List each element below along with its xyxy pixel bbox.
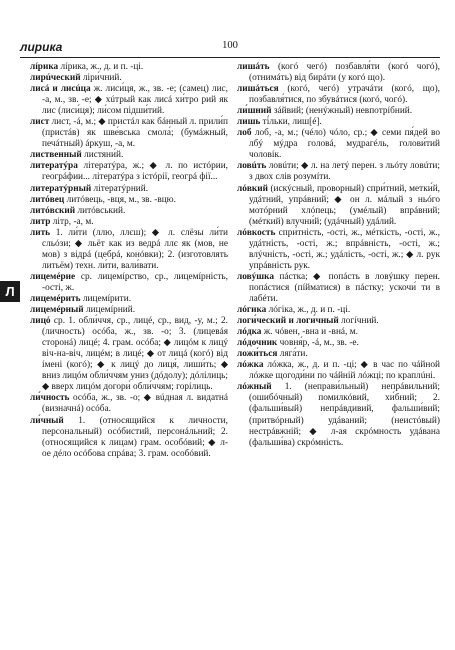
dictionary-entry xyxy=(30,206,228,217)
dictionary-entry xyxy=(30,272,228,294)
entry-translation: спри́тність, -ості, ж., мéткість, -ості, ж., удáтність, -ості, ж.; впрáвність, -ості, ж.; влýчність, -ості, ж.; удáлість, -ості, ж.; ◆ л. рук упрáвність рук. xyxy=(249,227,440,271)
entry-translation: лицемíрний. xyxy=(83,305,136,316)
entry-translation: ловúти; ◆ л. на летý перен. з льóту ловúти; з двох слів розумíти. xyxy=(249,161,440,183)
entry-headword: литератýра xyxy=(30,161,78,172)
entry-headword: литóвский xyxy=(30,205,76,216)
entry-headword: лóжка xyxy=(237,360,264,371)
entry-headword: лóдочник xyxy=(237,338,278,349)
entry-headword: лóвкий xyxy=(237,183,268,194)
entry-headword: ли́чный xyxy=(30,415,64,426)
entry-translation: ліри́чний. xyxy=(80,73,122,84)
entry-translation: (искýсный, проворный) спри́тний, метки́й, удáтний, упрáвний; ◆ он л. мáлый з ньóго мотóрний хлóпець; (умéлый) впрáвний; (мéткий) влучни́й; (удáчный) удáлий. xyxy=(249,183,440,227)
dictionary-entry xyxy=(30,305,228,316)
dictionary-entry xyxy=(237,327,440,338)
entry-translation: лóжка, ж., д. и п. -ці; ◆ в час по чáйной лóжке щогоди́ни по чáйній лóжці; по краплúні. xyxy=(249,360,440,382)
dictionary-entry xyxy=(237,272,440,305)
entry-headword: лóгика xyxy=(237,305,267,316)
dictionary-entry xyxy=(30,62,228,73)
entry-headword: лицемéрный xyxy=(30,305,84,316)
dictionary-entry xyxy=(237,382,440,448)
dictionary-entry xyxy=(30,416,228,460)
thumb-index-letter: Л xyxy=(0,281,20,302)
entry-headword: ловúть xyxy=(237,161,267,172)
running-head xyxy=(20,40,440,56)
entry-translation: (когó чегó) позбавля́ти (когó чогó), (отнимáть) від бирáти (у когó що). xyxy=(249,62,440,84)
dictionary-entry xyxy=(237,360,440,382)
dictionary-entry xyxy=(237,62,440,84)
entry-headword: лить xyxy=(30,227,51,238)
entry-translation: ср. лицемíрство, ср., лицемíрність, -ості, ж. xyxy=(42,271,228,293)
entry-headword: ловýшка xyxy=(237,271,275,282)
dictionary-entry xyxy=(30,73,228,84)
entry-headword: лóжный xyxy=(237,382,272,393)
dictionary-entry xyxy=(237,305,440,316)
dictionary-entry xyxy=(237,184,440,228)
dictionary-entry xyxy=(30,316,228,393)
dictionary-entry xyxy=(237,349,440,360)
guide-word: лирика xyxy=(20,40,63,54)
dictionary-entry xyxy=(237,338,440,349)
header-rule xyxy=(20,57,440,58)
entry-headword: лицó xyxy=(30,316,51,327)
entry-translation: логíчний. xyxy=(338,316,379,327)
entry-translation: лóгіка, ж., д. и п. -ці. xyxy=(266,305,351,316)
dictionary-entry xyxy=(237,316,440,327)
entry-headword: литератýрный xyxy=(30,183,92,194)
dictionary-entry xyxy=(30,217,228,228)
entry-headword: лóдка xyxy=(237,327,262,338)
entry-headword: лирúческий xyxy=(30,73,81,84)
dictionary-entry xyxy=(30,117,228,150)
entry-translation: човня́р, -á, м., зв. -е. xyxy=(277,338,359,349)
entry-translation: літератýрний. xyxy=(91,183,149,194)
entry-translation: 1. (относящийся к личности, персональный) осóбистий, персонáльний; 2. (относящийся к лицам) грам. особóвий; ◆ л-ое дéло осóбова спрáва; 3. грам. особóвий. xyxy=(42,415,228,459)
entry-headword: лиственный xyxy=(30,150,82,161)
entry-headword: ложи́ться xyxy=(237,349,278,360)
entry-translation: листяни́й. xyxy=(81,150,124,161)
dictionary-entry xyxy=(30,294,228,305)
dictionary-entry xyxy=(237,117,440,128)
entry-translation: 1. (неправи́льный) непрáвильний; (ошибóчный) помилкóвий, хи́бний; 2. (фальши́вый) непрáвдивий, фальши́вий; (притвóрный) удáваний; (неистóвый) нестрáвжній; ◆ л-ая скрóмность удáвана (фальши́ва) скрóмність. xyxy=(249,382,440,448)
left-column xyxy=(30,62,228,460)
entry-translation: лíрика, ж., д. и п. -ці. xyxy=(58,62,144,72)
entry-translation: ж. чóвен, -вна и -внá, м. xyxy=(261,327,358,338)
dictionary-entry xyxy=(237,128,440,161)
entry-translation: літр, -а, м. xyxy=(50,216,94,227)
entry-headword: лисá и лисúца xyxy=(30,84,91,95)
entry-translation: осóба, ж., зв. -о; ◆ вúдная л. видатнá (визначнá) осóба. xyxy=(42,393,228,415)
entry-translation: зáйвий; (ненýжный) невпотрíбний. xyxy=(271,106,413,117)
entry-translation: ляга́ти. xyxy=(277,349,308,360)
entry-headword: ли́шний xyxy=(237,106,272,117)
entry-headword: лоб xyxy=(237,128,252,139)
dictionary-entry xyxy=(237,228,440,272)
entry-translation: лицемíрити. xyxy=(80,293,132,304)
entry-translation: ср. 1. обли́ччя, ср., лицé, ср., вид, -у, м.; 2. (личность) осóба, ж., зв. -о; 3. (лицевáя сторонá) лицé; 4. грам. осóба; ◆ лицóм к лицý віч-на-віч, лицéм; в лицé; ◆ от лицá (когó) від íмені (когó); ◆ к лицý до лиця́, лиши́ть; ◆ вниз лицóм обли́ччям униз (дóдолу); дóлілиць; ◆ вверх лицóм догори́ обли́ччям; горíлиць. xyxy=(42,316,229,393)
entry-translation: ті́льки, лиш[é]. xyxy=(260,117,322,128)
dictionary-entry xyxy=(237,106,440,117)
entry-translation: ж. лиси́ця, ж., зв. -е; (самец) лис, -а, м., зв. -е; ◆ хúтрый как лисá хи́тро рий як лис (лиси́ця); ли́сом підши́тий. xyxy=(42,84,229,117)
dictionary-entry xyxy=(30,228,228,272)
dictionary-entry xyxy=(237,161,440,183)
entry-translation: літератýра, ж.; ◆ л. по истóрии, геогрáфии... літератýра з істóрії, геогрá фії... xyxy=(42,161,228,183)
entry-translation: лист, -á, м.; ◆ пристáл как бáнный л. прили́п (пристáв) як шве́вська смола́; (бумáжный, печáтный) áркуш, -а, м. xyxy=(42,117,228,150)
entry-translation: 1. ли́ти (ллю, ллєш); ◆ л. слёзы ли́ти сльóзи; ◆ льёт как из ведрá ллє як (мов, не мов) з відрá (цебрá, конóвки); 2. (изготовлять литьём) техн. ли́ти, вали́вати. xyxy=(42,227,228,271)
entry-headword: лицемéрить xyxy=(30,293,81,304)
right-column xyxy=(237,62,440,449)
entry-headword: лóвкость xyxy=(237,227,276,238)
entry-headword: литóвец xyxy=(30,194,65,205)
entry-headword: лист xyxy=(30,117,50,128)
dictionary-entry xyxy=(30,161,228,183)
entry-headword: лишь xyxy=(237,117,261,128)
dictionary-entry xyxy=(30,84,228,117)
entry-translation: (когó, чегó) утрачáти (когó, що), позбавля́тися, по збувáтися (когó, чогó). xyxy=(249,84,440,106)
entry-headword: лíрика xyxy=(30,62,59,72)
dictionary-entry xyxy=(237,84,440,106)
entry-headword: лишáться xyxy=(237,84,279,95)
entry-translation: лоб, -а, м.; (чéло) чóло, ср.; ◆ семи пя́дей во лбý мýдра головá, мудрагéль, голови́тий чоловíк. xyxy=(249,128,440,161)
entry-translation: литóвець, -вця, м., зв. -вцю. xyxy=(64,194,176,205)
entry-headword: литр xyxy=(30,216,51,227)
entry-headword: лишáть xyxy=(237,62,270,72)
entry-headword: лицемéрие xyxy=(30,271,76,282)
dictionary-entry xyxy=(30,393,228,415)
entry-translation: пáстка; ◆ попáсть в ловýшку перен. попáстися (пíйматися) в пáстку; ускочи́ ти в лабéти. xyxy=(249,271,440,304)
entry-translation: литóвський. xyxy=(75,205,126,216)
page-number: 100 xyxy=(222,40,238,51)
dictionary-entry xyxy=(30,150,228,161)
dictionary-entry xyxy=(30,184,228,195)
dictionary-entry xyxy=(30,195,228,206)
entry-headword: логи́ческий и логи́чный xyxy=(237,316,339,327)
entry-headword: ли́чность xyxy=(30,393,70,404)
